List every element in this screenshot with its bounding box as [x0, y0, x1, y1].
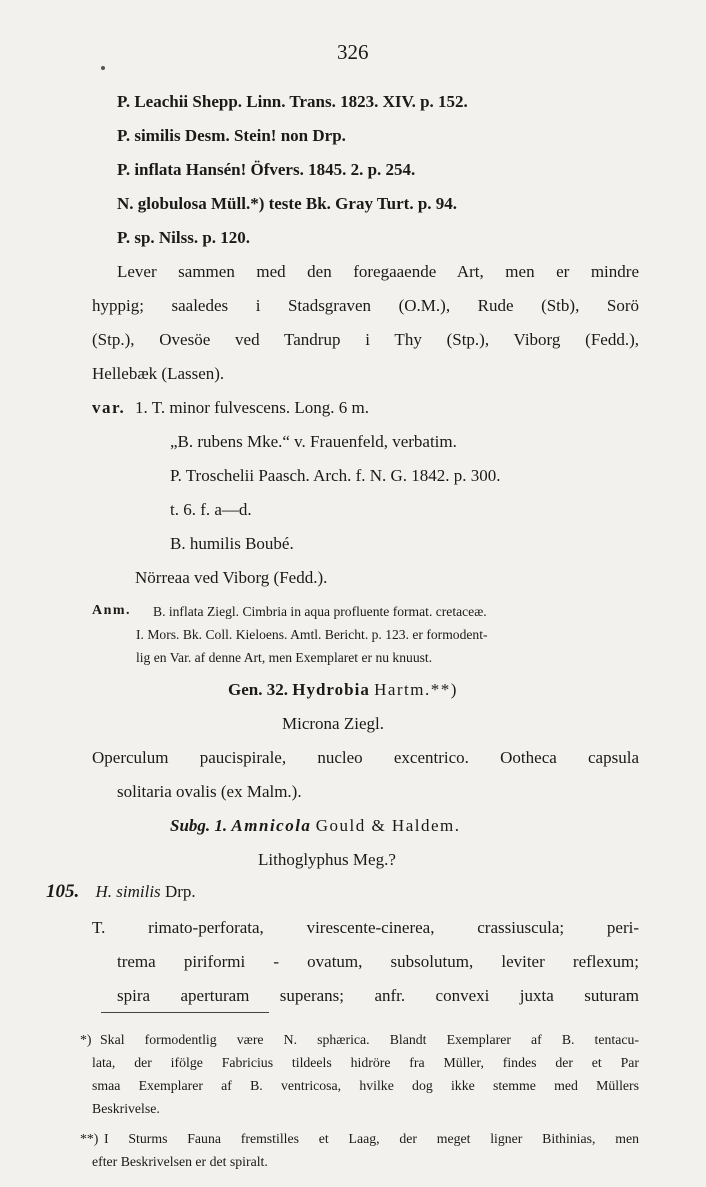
genus-prefix: Gen. 32.	[228, 680, 288, 699]
entry-line: P. inflata Hansén! Öfvers. 1845. 2. p. 254.	[117, 160, 416, 179]
footnote-line: lata, der ifölge Fabricius tildeels hidröre fra Müller, findes der et Par	[92, 1055, 639, 1070]
footnote-line: I Sturms Fauna fremstilles et Laag, der meget ligner Bithinias, men	[104, 1131, 639, 1146]
species-author: Drp.	[164, 882, 196, 901]
species-line: trema piriformi - ovatum, subsolutum, leviter reflexum;	[117, 952, 639, 971]
genus-synonym: Microna Ziegl.	[282, 714, 384, 733]
footnote-mark: *)	[80, 1032, 92, 1047]
subgenus-synonym: Lithoglyphus Meg.?	[258, 850, 396, 869]
print-speck	[101, 66, 105, 70]
subgenus-name: Amnicola	[231, 816, 312, 835]
variety-line: P. Troschelii Paasch. Arch. f. N. G. 1842. p. 300.	[170, 466, 501, 485]
variety-line: 1. T. minor fulvescens. Long. 6 m.	[135, 398, 370, 417]
entry-line: P. sp. Nilss. p. 120.	[117, 228, 251, 247]
footnote-line: Skal formodentlig være N. sphærica. Blandt Exemplarer af B. tentacu-	[100, 1032, 639, 1047]
diagnosis-line: solitaria ovalis (ex Malm.).	[117, 782, 302, 801]
anm-label: Anm.	[92, 603, 132, 618]
diagnosis-line: Operculum paucispirale, nucleo excentrico. Ootheca capsula	[92, 748, 639, 767]
entry-line: P. Leachii Shepp. Linn. Trans. 1823. XIV. p. 152.	[117, 92, 468, 111]
paragraph-line: Lever sammen med den foregaaende Art, men er mindre	[117, 262, 639, 281]
species-line: T. rimato-perforata, virescente-cinerea, crassiuscula; peri-	[92, 918, 639, 937]
variety-line: Nörreaa ved Viborg (Fedd.).	[135, 568, 328, 587]
anm-line: I. Mors. Bk. Coll. Kieloens. Amtl. Bericht. p. 123. er formodent-	[136, 627, 488, 642]
species-line: spira aperturam superans; anfr. convexi juxta suturam	[117, 986, 639, 1005]
anm-line: lig en Var. af denne Art, men Exemplaret er nu knuust.	[136, 650, 433, 665]
variety-line: t. 6. f. a—d.	[170, 500, 252, 519]
page-number: 326	[337, 40, 369, 64]
species-name: H. similis	[95, 882, 161, 901]
subgenus-prefix: Subg. 1.	[170, 816, 228, 835]
species-number: 105.	[46, 881, 80, 902]
paragraph-line: hyppig; saaledes i Stadsgraven (O.M.), Rude (Stb), Sorö	[92, 296, 639, 315]
genus-author: Hartm.**)	[374, 680, 458, 699]
variety-label: var.	[92, 398, 126, 417]
genus-heading	[228, 680, 458, 700]
entry-line: P. similis Desm. Stein! non Drp.	[117, 126, 346, 145]
footnote-mark: **)	[80, 1131, 99, 1146]
footnote-line: smaa Exemplarer af B. ventricosa, hvilke dog ikke stemme med Müllers	[92, 1078, 639, 1093]
footnote-rule	[101, 1012, 269, 1013]
species-heading	[46, 882, 196, 902]
variety-line: „B. rubens Mke.“ v. Frauenfeld, verbatim.	[170, 432, 457, 451]
subgenus-authors: Gould & Haldem.	[315, 816, 461, 835]
footnote-line: efter Beskrivelsen er det spiralt.	[92, 1154, 268, 1169]
subgenus-heading	[170, 816, 460, 836]
entry-line: N. globulosa Müll.*) teste Bk. Gray Turt. p. 94.	[117, 194, 458, 213]
genus-name: Hydrobia	[292, 680, 370, 699]
footnote-line: Beskrivelse.	[92, 1101, 160, 1116]
paragraph-line: (Stp.), Ovesöe ved Tandrup i Thy (Stp.), Viborg (Fedd.),	[92, 330, 639, 349]
anm-line: B. inflata Ziegl. Cimbria in aqua profluente format. cretaceæ.	[153, 604, 487, 619]
paragraph-line: Hellebæk (Lassen).	[92, 364, 225, 383]
variety-line: B. humilis Boubé.	[170, 534, 294, 553]
